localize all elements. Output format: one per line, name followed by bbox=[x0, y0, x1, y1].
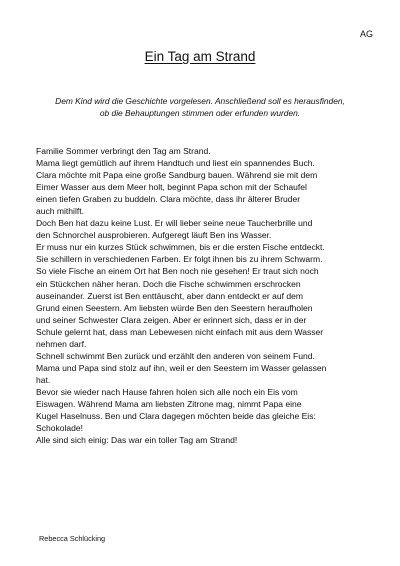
story-line: Er muss nur ein kurzes Stück schwimmen, bis er die ersten Fische entdeckt. bbox=[36, 242, 325, 253]
story-line: hat. bbox=[36, 374, 51, 385]
story-line: auch mithilft. bbox=[36, 206, 84, 217]
header-tag: AG bbox=[359, 29, 373, 39]
story-line: ein Stückchen näher heran. Doch die Fische schwimmen erschrocken bbox=[36, 278, 301, 289]
story-line: Schule gelernt hat, dass man Lebewesen nicht einfach mit aus dem Wasser bbox=[36, 326, 324, 337]
story-line: Clara möchte mit Papa eine große Sandburg bauen. Während sie mit dem bbox=[36, 170, 318, 181]
story-line: Mama liegt gemütlich auf ihrem Handtuch und liest ein spannendes Buch. bbox=[36, 158, 315, 169]
story-line: und seiner Schwester Clara zeigen. Aber er erinnert sich, dass er in der bbox=[36, 314, 307, 325]
story-line: Grund einen Seestern. Am liebsten würde Ben den Seestern heraufholen bbox=[36, 302, 313, 313]
story-line: Bevor sie wieder nach Hause fahren holen sich alle noch ein Eis vom bbox=[36, 386, 298, 397]
story-line: Schokolade! bbox=[36, 423, 84, 434]
story-line: Mama und Papa sind stolz auf ihn, weil er den Seestern im Wasser gelassen bbox=[36, 362, 327, 373]
story-line: Sie schillern in verschiedenen Farben. Er folgt ihnen bis zu ihrem Schwarm. bbox=[36, 254, 323, 265]
story-line: Eimer Wasser aus dem Meer holt, beginnt Papa schon mit der Schaufel bbox=[36, 182, 307, 193]
story-line: Alle sind sich einig: Das war ein toller Tag am Strand! bbox=[36, 435, 238, 446]
story-line: Kugel Haselnuss. Ben und Clara dagegen möchten beide das gleiche Eis: bbox=[36, 411, 316, 422]
story-line: Familie Sommer verbringt den Tag am Strand. bbox=[36, 146, 211, 156]
instruction-line: ob die Behauptungen stimmen oder erfunden wurden. bbox=[99, 108, 301, 118]
story-line: einen tiefen Graben zu buddeln. Clara möchte, dass ihr älterer Bruder bbox=[36, 194, 301, 205]
document-title: Ein Tag am Strand bbox=[144, 49, 256, 64]
story-line: den Schnorchel ausprobieren. Aufgeregt läuft Ben ins Wasser. bbox=[36, 230, 272, 241]
story-line: Eiswagen. Während Mama am liebsten Zitrone mag, nimmt Papa eine bbox=[36, 398, 302, 409]
story-text bbox=[36, 145, 386, 446]
instruction-line: Dem Kind wird die Geschichte vorgelesen. Anschließend soll es herausfinden, bbox=[55, 96, 345, 106]
story-line: So viele Fische an einem Ort hat Ben noch nie gesehen! Er traut sich noch bbox=[36, 266, 319, 277]
story-line: Schnell schwimmt Ben zurück und erzählt den anderen von seinem Fund. bbox=[36, 350, 315, 361]
story-line: nehmen darf. bbox=[36, 338, 87, 349]
instruction-text bbox=[0, 95, 400, 119]
footer-author: Rebecca Schlücking bbox=[39, 534, 106, 543]
story-line: auseinander. Zuerst ist Ben enttäuscht, aber dann entdeckt er auf dem bbox=[36, 290, 304, 301]
story-line: Doch Ben hat dazu keine Lust. Er will lieber seine neue Taucherbrille und bbox=[36, 218, 313, 229]
